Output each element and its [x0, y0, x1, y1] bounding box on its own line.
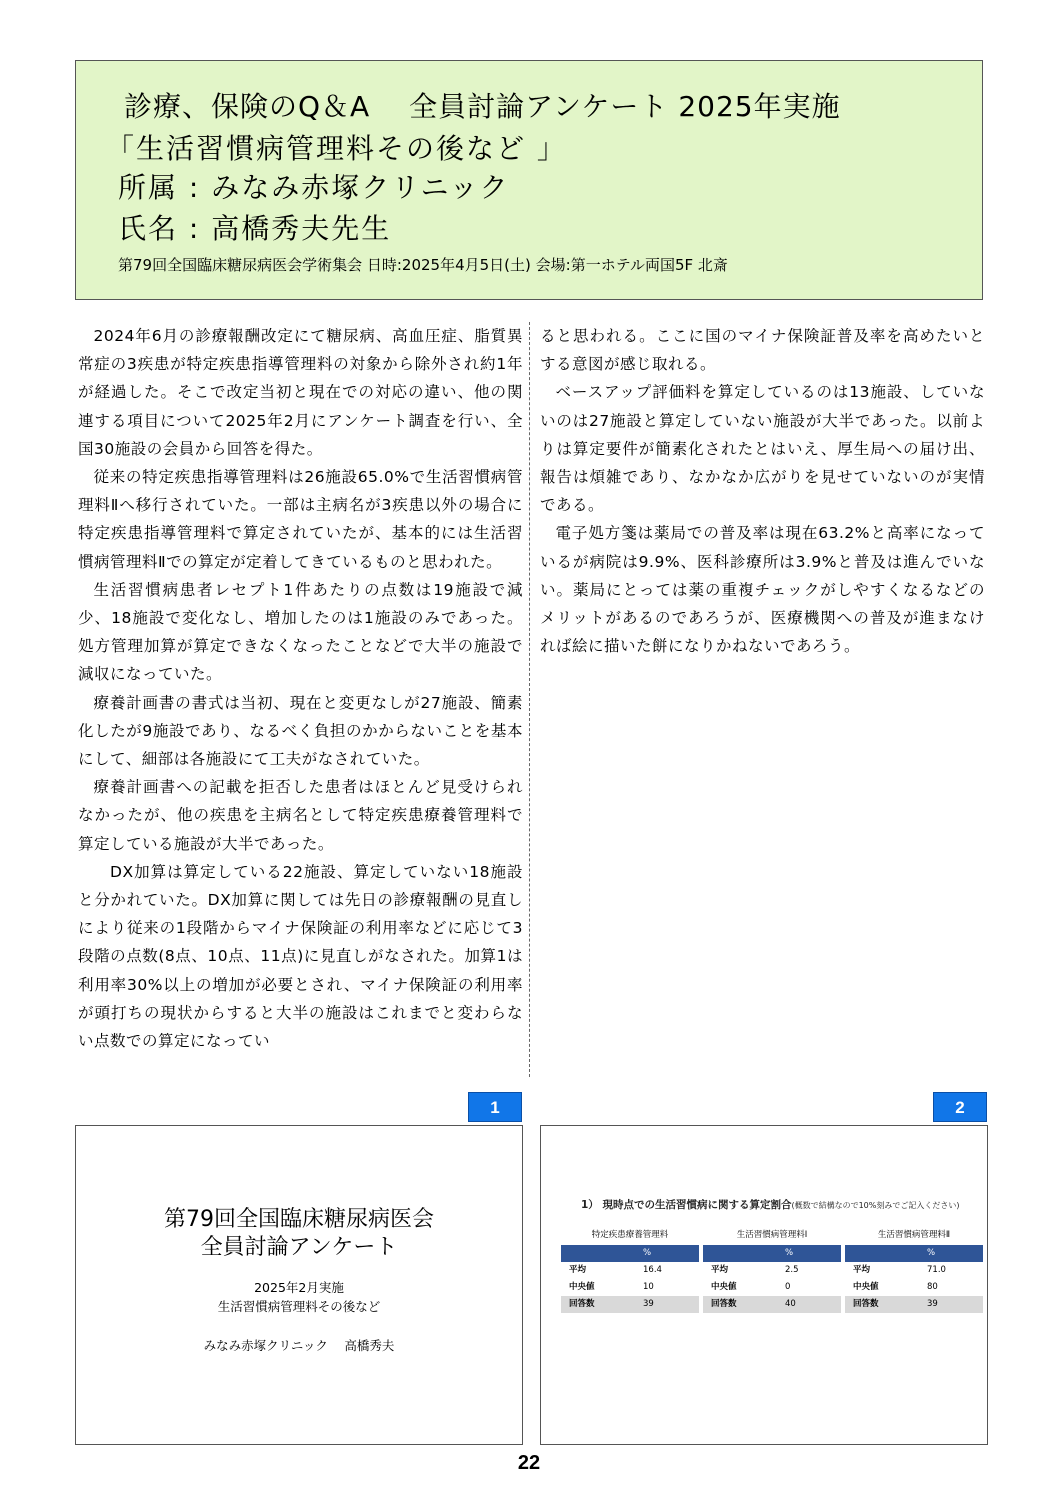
stats-table — [703, 1225, 841, 1313]
row-label: 中央値 — [711, 1282, 737, 1292]
table-row — [703, 1279, 841, 1296]
table-row — [703, 1262, 841, 1279]
row-value: 2.5 — [785, 1265, 799, 1275]
row-label: 平均 — [711, 1265, 729, 1275]
table-header-cell: % — [643, 1248, 652, 1258]
paragraph: 従来の特定疾患指導管理料は26施設65.0%で生活習慣病管理料Ⅱへ移行されていた。一部は主病名が3疾患以外の場合に特定疾患指導管理料で算定されていたが、基本的には生活習慣病管理料Ⅱでの算定が定着してきているものと思われた。 — [78, 468, 523, 571]
row-value: 16.4 — [643, 1265, 662, 1275]
row-label: 平均 — [853, 1265, 871, 1275]
slide-author: みなみ赤塚クリニック 高橋秀夫 — [203, 1338, 395, 1353]
paragraph: DX加算は算定している22施設、算定していない18施設と分かれていた。DX加算に関しては先日の診療報酬の見直しにより従来の1段階からマイナ保険証の利用率などに応じて3段階の点数(8点、10点、11点)に見直しがなされた。加算1は利用率30%以上の増加が必要とされ、マイナ保険証の利用率が頭打ちの現状からすると大半の施設はこれまでと変わらない点数での算定になってい — [78, 862, 523, 1051]
table-title: 生活習慣病管理料Ⅰ — [736, 1230, 808, 1240]
slide-subtitle-line: 2025年2月実施 — [254, 1280, 344, 1295]
slide-2 — [540, 1125, 988, 1445]
stats-table — [845, 1225, 983, 1313]
row-label: 回答数 — [711, 1299, 737, 1309]
slide-number-badge: 2 — [933, 1092, 987, 1122]
page-number: 22 — [517, 1452, 541, 1474]
body-right-column — [540, 322, 985, 660]
row-label: 平均 — [569, 1265, 587, 1275]
slide-title — [76, 1206, 522, 1262]
paragraph: 生活習慣病患者レセプト1件あたりの点数は19施設で減少、18施設で変化なし、増加したのは1施設のみであった。処方管理加算が算定できなくなったことなどで大半の施設で減収になっていた。 — [78, 580, 523, 684]
row-label: 回答数 — [569, 1299, 595, 1309]
table-title: 生活習慣病管理料Ⅱ — [877, 1230, 951, 1240]
table-row — [561, 1279, 699, 1296]
table-header-cell — [845, 1245, 913, 1262]
paragraph: 2024年6月の診療報酬改定にて糖尿病、高血圧症、脂質異常症の3疾患が特定疾患指導管理料の対象から除外され約1年が経過した。そこで改定当初と現在での対応の違い、他の関連する項目について2025年2月にアンケート調査を行い、全国30施設の会員から回答を得た。 — [78, 327, 523, 458]
row-label: 中央値 — [853, 1282, 879, 1292]
row-value: 39 — [927, 1299, 938, 1309]
question-text: 1） 現時点での生活習慣病に関する算定割合 — [581, 1199, 792, 1211]
header-box — [75, 60, 983, 300]
table-row — [845, 1279, 983, 1296]
table-row — [845, 1296, 983, 1313]
row-value: 71.0 — [927, 1265, 946, 1275]
paragraph: 療養計画書への記載を拒否した患者はほとんど見受けられなかったが、他の疾患を主病名として特定疾患療養管理料で算定している施設が大半であった。 — [78, 778, 523, 853]
table-row — [845, 1262, 983, 1279]
table-header — [703, 1245, 841, 1262]
header-meeting-info: 第79回全国臨床糖尿病医会学術集会 日時:2025年4月5日(土) 会場:第一ホテル両国5F 北斎 — [118, 256, 728, 274]
row-value: 39 — [643, 1299, 654, 1309]
row-value: 0 — [785, 1282, 791, 1292]
header-title: 診療、保険のQ＆A 全員討論アンケート 2025年実施 — [124, 90, 841, 123]
table-row — [703, 1296, 841, 1313]
slide-1 — [75, 1125, 523, 1445]
stats-tables — [561, 1225, 983, 1313]
header-author: 氏名 : 高橋秀夫先生 — [118, 212, 392, 245]
header-affiliation: 所属 : みなみ赤塚クリニック — [118, 171, 510, 204]
slide-title-line: 第79回全国臨床糖尿病医会 — [164, 1207, 434, 1232]
paragraph: ると思われる。ここに国のマイナ保険証普及率を高めたいとする意図が感じ取れる。 — [540, 327, 985, 374]
row-value: 80 — [927, 1282, 938, 1292]
question-note: (概数で結構なので10%刻みでご記入ください) — [791, 1201, 960, 1210]
row-value: 10 — [643, 1282, 654, 1292]
row-label: 中央値 — [569, 1282, 595, 1292]
slide-title-line: 全員討論アンケート — [200, 1235, 398, 1260]
stats-table — [561, 1225, 699, 1313]
table-title: 特定疾患療養管理料 — [591, 1230, 669, 1240]
paragraph: 療養計画書の書式は当初、現在と変更なしが27施設、簡素化したが9施設であり、なるべく負担のかからないことを基本にして、細部は各施設にて工夫がなされていた。 — [78, 693, 523, 769]
header-subtitle: 「生活習慣病管理料その後など 」 — [106, 132, 567, 165]
table-row — [561, 1296, 699, 1313]
table-header — [561, 1245, 699, 1262]
body-left-column — [78, 322, 523, 1055]
table-row — [561, 1262, 699, 1279]
table-header-cell: % — [927, 1248, 936, 1258]
table-header — [845, 1245, 983, 1262]
table-header-cell — [703, 1245, 771, 1262]
slide-subtitle-line: 生活習慣病管理料その後など — [217, 1299, 381, 1314]
slide-question — [581, 1197, 960, 1212]
column-divider — [529, 322, 530, 1077]
row-value: 40 — [785, 1299, 796, 1309]
row-label: 回答数 — [853, 1299, 879, 1309]
table-header-cell — [561, 1245, 629, 1262]
slide-number-badge: 1 — [468, 1092, 522, 1122]
paragraph: 電子処方箋は薬局での普及率は現在63.2%と高率になっているが病院は9.9%、医科診療所は3.9%と普及は進んでいない。薬局にとっては薬の重複チェックがしやすくなるなどのメリットがあるのであろうが、医療機関への普及が進まなければ絵に描いた餅になりかねないであろう。 — [540, 524, 985, 656]
slide-subtitle — [76, 1278, 522, 1316]
paragraph: ベースアップ評価料を算定しているのは13施設、していないのは27施設と算定していない施設が大半であった。以前よりは算定要件が簡素化されたとはいえ、厚生局への届け出、報告は煩雑であり、なかなか広がりを見せていないのが実情である。 — [540, 383, 985, 515]
table-header-cell: % — [785, 1248, 794, 1258]
